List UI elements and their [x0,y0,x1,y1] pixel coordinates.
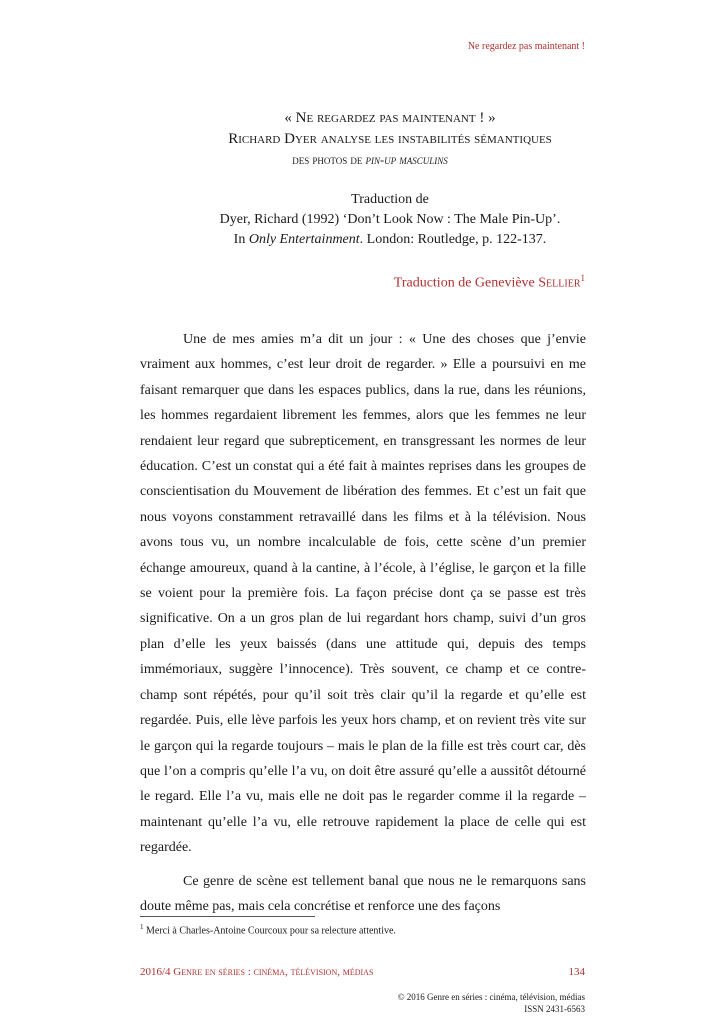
citation-in: In [233,232,249,247]
translation-label: Traduction de [351,192,429,207]
title-line-3 [90,150,650,171]
translation-source [140,190,640,250]
citation-line-1: Dyer, Richard (1992) ‘Don’t Look Now : The Male Pin-Up’. [219,212,561,227]
citation-publisher: . London: Routledge, p. 122-137. [359,232,547,247]
body-paragraph: Ce genre de scène est tellement banal que nous ne le remarquons sans doute même pas, mais cela concrétise et renforce une des façons [140,873,586,914]
citation-book-title: Only Entertainment [248,232,360,247]
article-body [140,327,586,927]
footnote-marker: 1 [140,923,144,931]
citation-line-2 [234,232,547,247]
footer-copyright [398,991,585,1015]
footer-journal-name: 2016/4 Genre en séries : cinéma, télévision, médias [140,966,374,978]
running-head: Ne regardez pas maintenant ! [467,41,585,52]
translator-credit [394,273,585,292]
body-paragraph: Une de mes amies m’a dit un jour : « Une des choses que j’envie vraiment aux hommes, c’est leur droit de regarder. » Elle a poursuivi en me faisant remarquer que dans les espaces publics, dans la rue, dans les réunions, les hommes regardaient librement les femmes, alors que les femmes ne leur rendaient leur regard que subrepticement, en transgressant les normes de leur éducation. C’est un constat qui a été fait à maintes reprises dans les groupes de conscientisation du Mouvement de libération des femmes. Et c’est un fait que nous voyons constamment retravaillé dans les films et à la télévision. Nous avons tous vu, un nombre incalculable de fois, cette scène d’un premier échange amoureux, quand à la cantine, à l’école, à l’église, le garçon et la fille se voient pour la première fois. La façon précise dont ça se passe est très significative. On a un gros plan de lui regardant hors champ, suivi d’un gros plan d’elle les yeux baissés (dans une attitude qui, depuis des temps immémoriaux, suggère l’innocence). Très souvent, ce champ et ce contre-champ sont répétés, pour qu’il soit très clair qu’il la regarde et qu’elle est regardée. Puis, elle lève parfois les yeux hors champ, et on revient très vite sur le garçon qui la regarde toujours – mais le plan de la fille est très court car, dès que l’on a compris qu’elle l’a vu, on doit être assuré qu’elle a aussitôt détourné le regard. Elle l’a vu, mais elle ne doit pas le regarder comme il la regarde – maintenant qu’elle l’a vu, elle retrouve rapidement la place de celle qui est regardée. [140,332,586,856]
issn: ISSN 2431-6563 [524,1004,585,1014]
footnote-marker-link[interactable]: 1 [580,273,585,283]
translator-label: Traduction de Geneviève [393,275,539,291]
title-line-3-prefix: des photos de [292,153,366,167]
footnote [140,923,396,936]
title-line-1: « Ne regardez pas maintenant ! » [284,110,496,126]
title-line-2: Richard Dyer analyse les instabilités sémantiques [228,131,552,147]
title-line-3-italic: pin-up masculins [365,153,448,167]
translator-surname: Sellier [538,275,581,291]
article-title [130,108,650,171]
page-number: 134 [568,966,585,978]
footnote-divider [140,916,315,917]
copyright-text: © 2016 Genre en séries : cinéma, télévision, médias [397,992,585,1002]
footnote-text: Merci à Charles-Antoine Courcoux pour sa relecture attentive. [143,925,396,937]
